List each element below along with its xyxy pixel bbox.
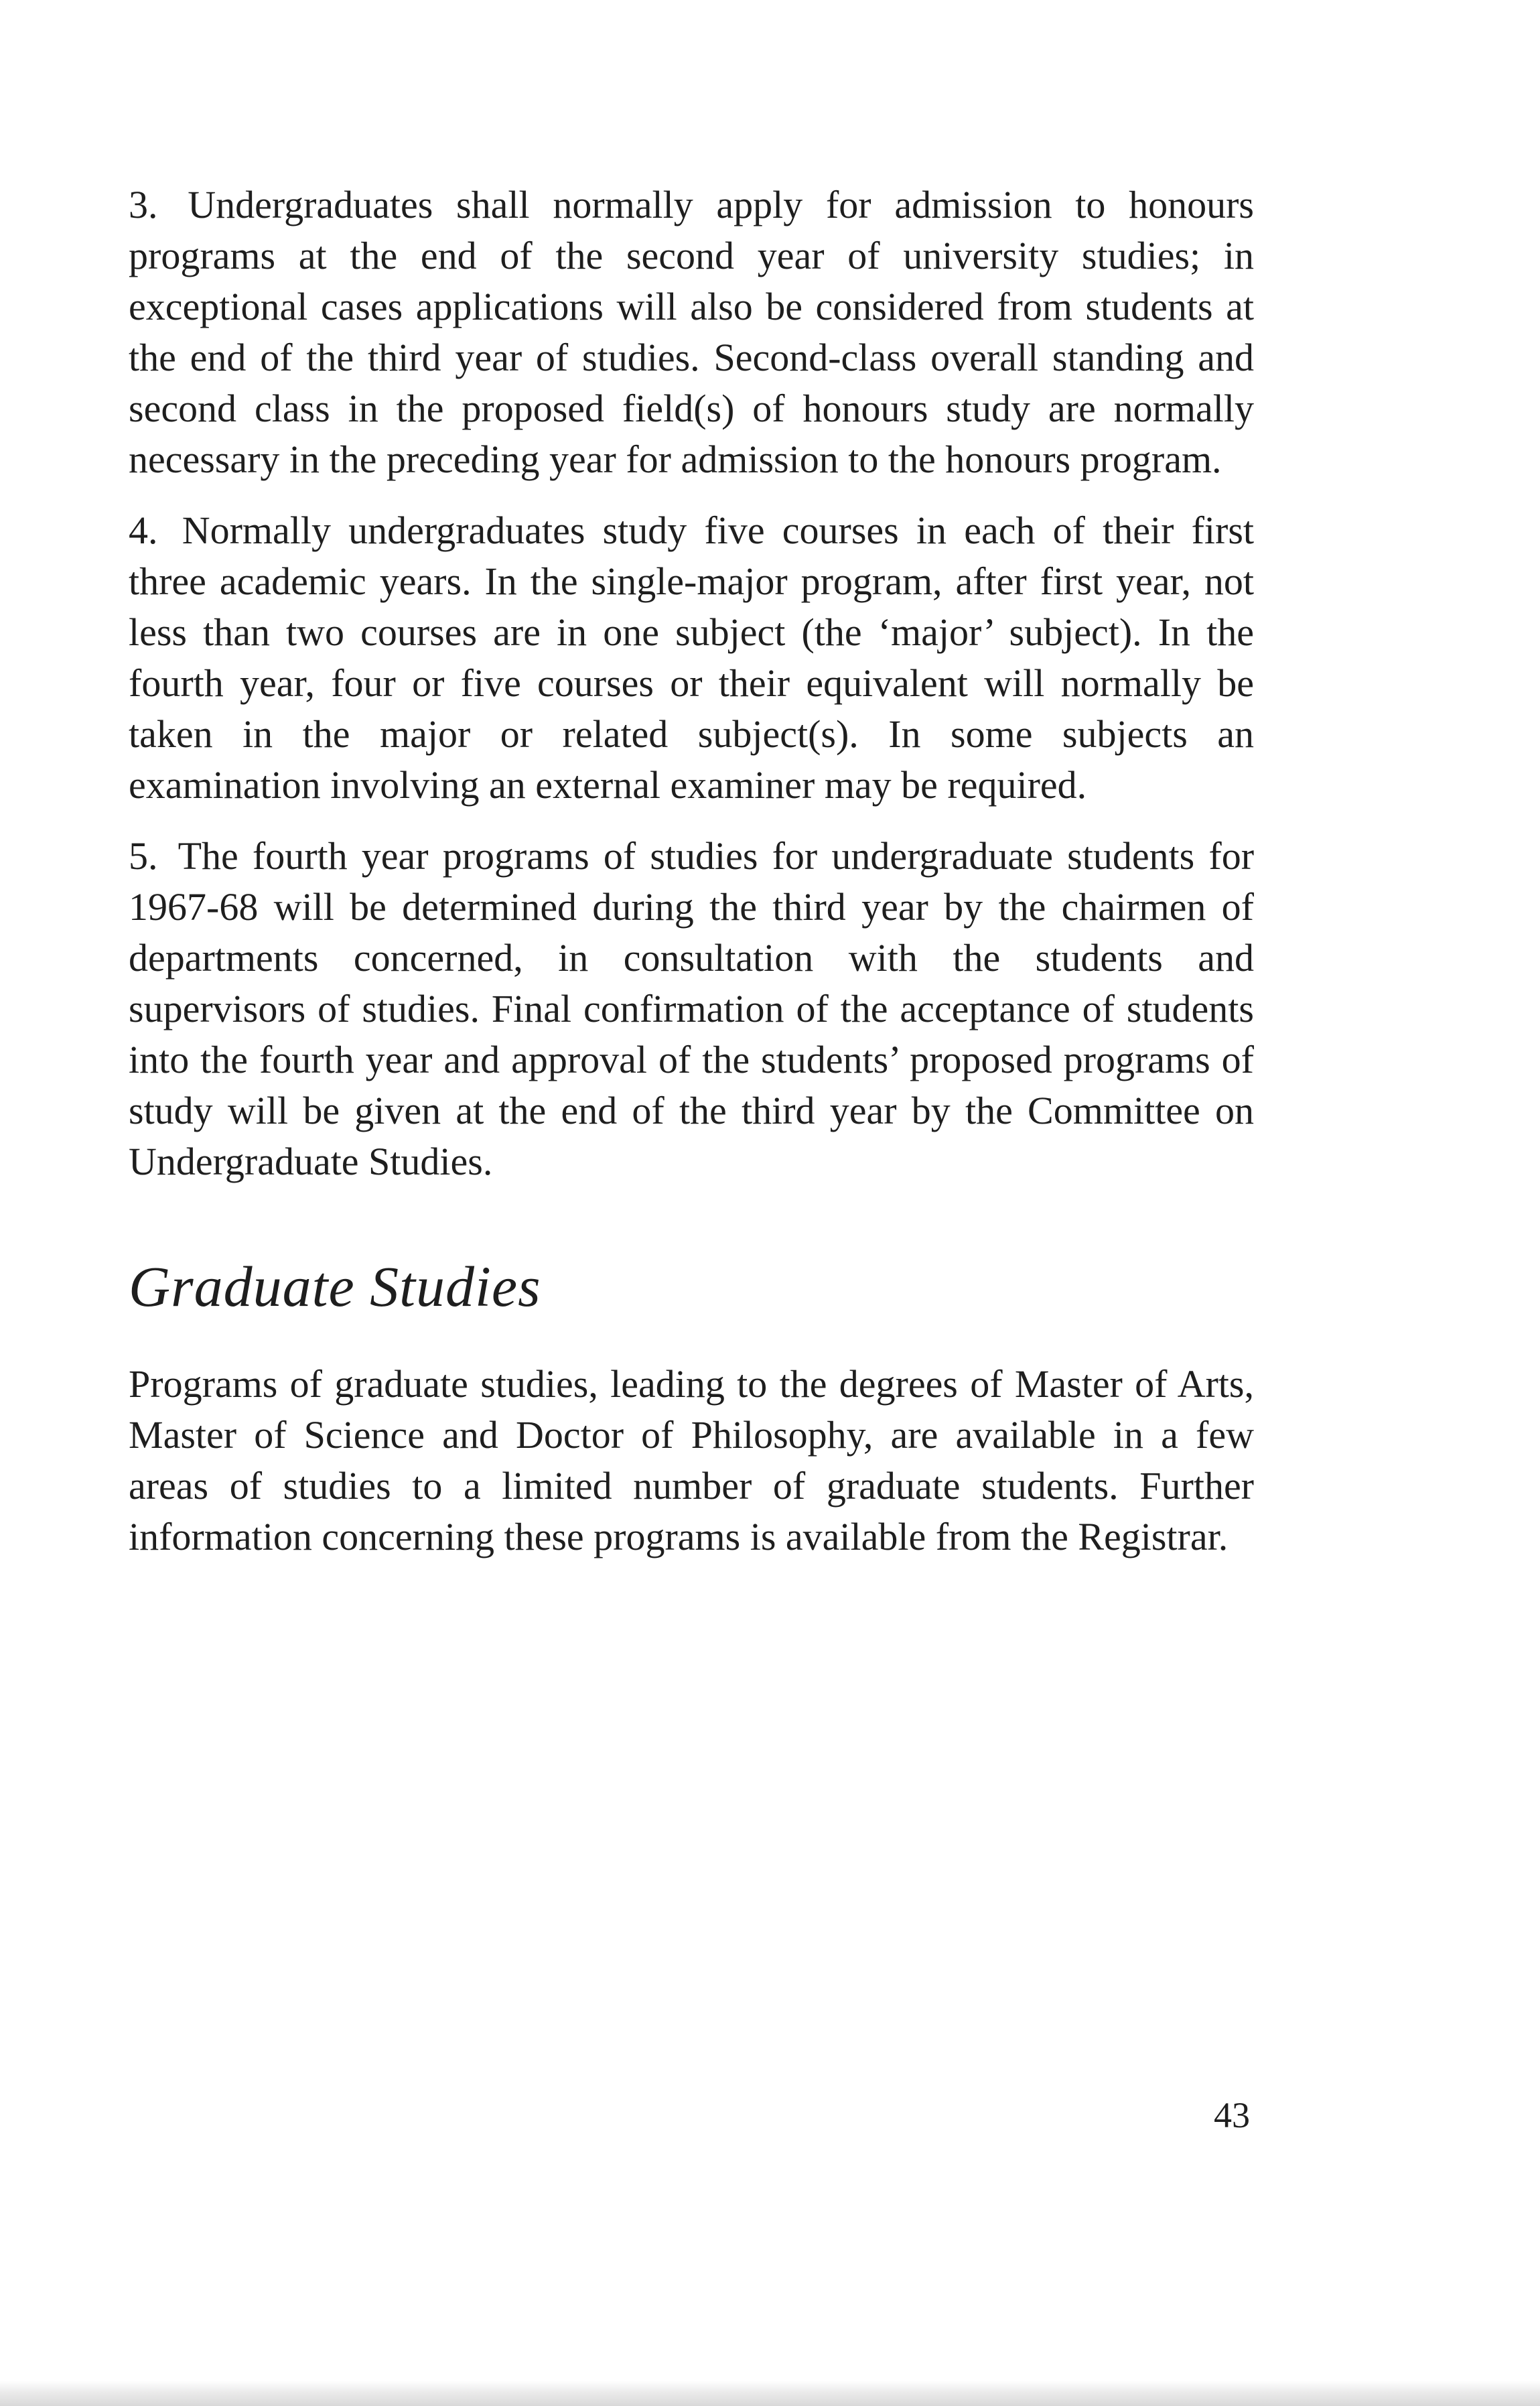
page-number: 43 bbox=[1214, 2095, 1250, 2135]
graduate-studies-heading: Graduate Studies bbox=[129, 1254, 541, 1319]
paragraph-number: 4. bbox=[129, 509, 158, 552]
paragraph-number: 3. bbox=[129, 183, 158, 226]
page-bottom-edge bbox=[0, 2381, 1540, 2406]
paragraph-text: Normally undergraduates study five courses in each of their first three academic years. In the single-major program, after first year, not less than two courses are in one subject (the ‘major’ subject). In the fourth year, four or five courses or their equivalent will normally be taken in the major or related subject(s). In some subjects an examination involving an external examiner may be required. bbox=[129, 509, 1255, 807]
paragraph-text: Undergraduates shall normally apply for admission to honours programs at the end of the second year of university studies; in exceptional cases applications will also be considered from students at the end of the third year of studies. Second-class overall standing and second class in the proposed field(s) of honours study are normally necessary in the preceding year for admission to the honours program. bbox=[129, 183, 1254, 481]
paragraph-5 bbox=[129, 831, 1254, 1187]
paragraph-text: The fourth year programs of studies for undergraduate students for 1967-68 will be determined during the third year by the chairmen of departments concerned, in consultation with the students and supervisors of studies. Final confirmation of the acceptance of students into the fourth year and approval of the students’ proposed programs of study will be given at the end of the third year by the Committee on Undergraduate Studies. bbox=[129, 834, 1255, 1183]
paragraph-4 bbox=[129, 505, 1254, 811]
graduate-studies-paragraph: Programs of graduate studies, leading to the degrees of Master of Arts, Master of Science and Doctor of Philosophy, are available in a few areas of studies to a limited number of graduate students. Further information concerning these programs is available from the Registrar. bbox=[129, 1362, 1254, 1558]
page-body bbox=[129, 180, 1254, 1583]
paragraph-number: 5. bbox=[129, 834, 158, 878]
paragraph-3 bbox=[129, 180, 1254, 485]
